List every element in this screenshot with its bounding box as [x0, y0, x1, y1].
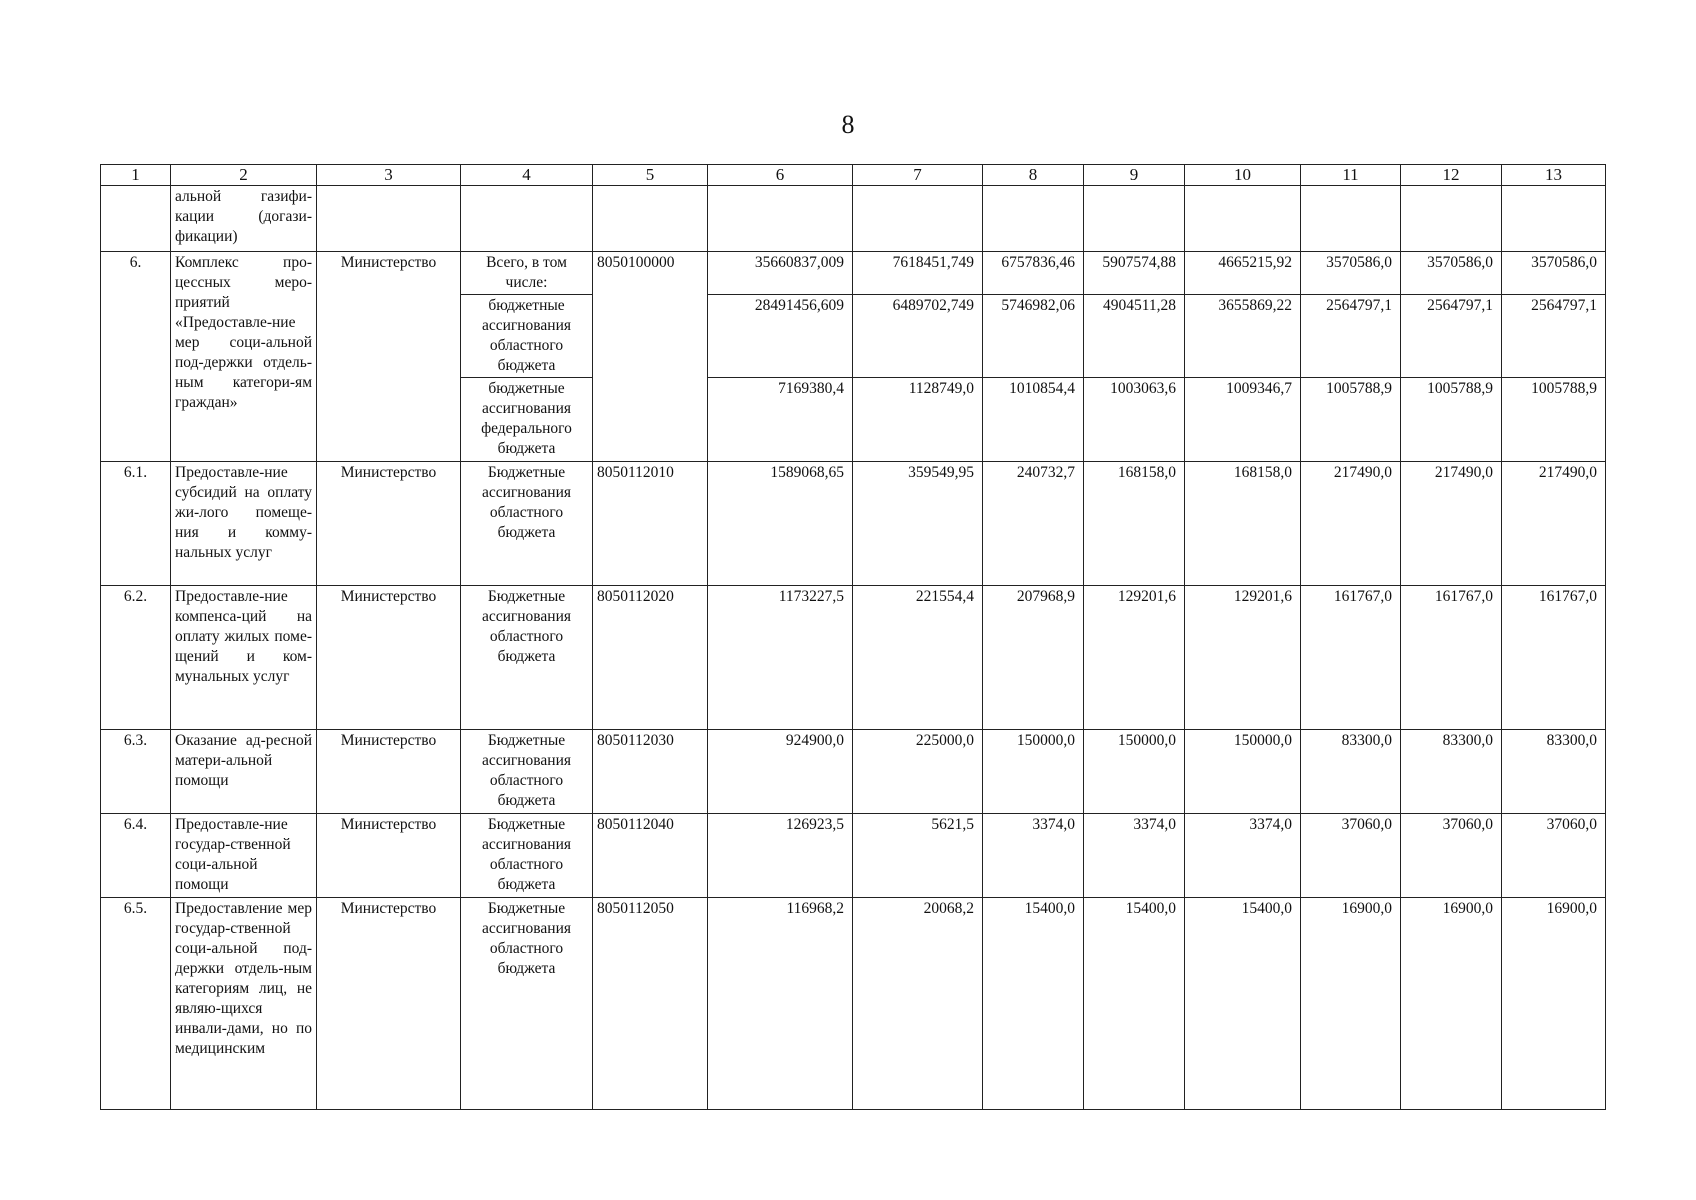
- measure-name-cell: Предоставле-ние государ-ственной соци-альной помощи: [171, 814, 317, 898]
- table-row: [101, 814, 1606, 898]
- value-cell: 2564797,1: [1502, 295, 1606, 378]
- col-header: 5: [593, 165, 708, 186]
- table-row: [101, 462, 1606, 586]
- value-cell: 1009346,7: [1185, 378, 1301, 462]
- value-cell: 37060,0: [1502, 814, 1606, 898]
- budget-code-cell: 8050112040: [593, 814, 708, 898]
- page-number: 8: [841, 110, 855, 139]
- value-cell: 37060,0: [1401, 814, 1502, 898]
- value-cell: 7618451,749: [853, 252, 983, 295]
- value-cell: 83300,0: [1301, 730, 1401, 814]
- table-row: [101, 730, 1606, 814]
- value-cell: 5746982,06: [983, 295, 1084, 378]
- col-header: 8: [983, 165, 1084, 186]
- funding-source-cell: Бюджетные ассигнования областного бюджета: [461, 814, 593, 898]
- value-cell: 3374,0: [1185, 814, 1301, 898]
- budget-code-cell: 8050112010: [593, 462, 708, 586]
- table-cell: [1084, 186, 1185, 252]
- table-cell: [1185, 186, 1301, 252]
- value-cell: 1005788,9: [1401, 378, 1502, 462]
- row-index-cell: 6.2.: [101, 586, 171, 730]
- budget-code-cell: 8050100000: [593, 252, 708, 462]
- value-cell: 3374,0: [1084, 814, 1185, 898]
- value-cell: 37060,0: [1301, 814, 1401, 898]
- measure-name-cell: Предоставле-ние компенса-ций на оплату жилых поме-щений и ком-мунальных услуг: [171, 586, 317, 730]
- row-index-cell: 6.3.: [101, 730, 171, 814]
- value-cell: 161767,0: [1401, 586, 1502, 730]
- value-cell: 2564797,1: [1301, 295, 1401, 378]
- value-cell: 15400,0: [983, 898, 1084, 1110]
- value-cell: 7169380,4: [708, 378, 853, 462]
- budget-code-cell: 8050112030: [593, 730, 708, 814]
- value-cell: 1003063,6: [1084, 378, 1185, 462]
- table-row: [101, 586, 1606, 730]
- measure-name-cell: Предоставле-ние субсидий на оплату жи-лого помеще-ния и комму-нальных услуг: [171, 462, 317, 586]
- col-header: 3: [317, 165, 461, 186]
- executor-cell: Министерство: [317, 898, 461, 1110]
- value-cell: 150000,0: [983, 730, 1084, 814]
- value-cell: 168158,0: [1185, 462, 1301, 586]
- funding-source-cell: бюджетные ассигнования областного бюджета: [461, 295, 593, 378]
- value-cell: 1005788,9: [1301, 378, 1401, 462]
- funding-source-cell: Бюджетные ассигнования областного бюджета: [461, 462, 593, 586]
- value-cell: 3570586,0: [1401, 252, 1502, 295]
- value-cell: 126923,5: [708, 814, 853, 898]
- value-cell: 225000,0: [853, 730, 983, 814]
- value-cell: 221554,4: [853, 586, 983, 730]
- table-cell: [1502, 186, 1606, 252]
- budget-code-cell: 8050112050: [593, 898, 708, 1110]
- row-index-cell: 6.5.: [101, 898, 171, 1110]
- value-cell: 83300,0: [1502, 730, 1606, 814]
- value-cell: 15400,0: [1084, 898, 1185, 1110]
- value-cell: 4904511,28: [1084, 295, 1185, 378]
- value-cell: 16900,0: [1502, 898, 1606, 1110]
- value-cell: 150000,0: [1084, 730, 1185, 814]
- value-cell: 5907574,88: [1084, 252, 1185, 295]
- value-cell: 35660837,009: [708, 252, 853, 295]
- value-cell: 4665215,92: [1185, 252, 1301, 295]
- table-cell: [983, 186, 1084, 252]
- value-cell: 6757836,46: [983, 252, 1084, 295]
- value-cell: 3570586,0: [1502, 252, 1606, 295]
- value-cell: 150000,0: [1185, 730, 1301, 814]
- column-numbers-row: [101, 165, 1606, 186]
- col-header: 7: [853, 165, 983, 186]
- value-cell: 240732,7: [983, 462, 1084, 586]
- table-cell: [853, 186, 983, 252]
- executor-cell: Министерство: [317, 730, 461, 814]
- funding-source-cell: Бюджетные ассигнования областного бюджета: [461, 898, 593, 1110]
- value-cell: 3570586,0: [1301, 252, 1401, 295]
- col-header: 12: [1401, 165, 1502, 186]
- table-cell: [1401, 186, 1502, 252]
- executor-cell: Министерство: [317, 462, 461, 586]
- col-header: 13: [1502, 165, 1606, 186]
- value-cell: 1128749,0: [853, 378, 983, 462]
- measure-name-cell: Предоставление мер государ-ственной соци-альной под-держки отдель-ным категориям лиц, не являю-щихся инвали-дами, но по медицинским: [171, 898, 317, 1110]
- value-cell: 217490,0: [1301, 462, 1401, 586]
- funding-source-cell: Бюджетные ассигнования областного бюджета: [461, 586, 593, 730]
- value-cell: 359549,95: [853, 462, 983, 586]
- row-index-cell: 6.4.: [101, 814, 171, 898]
- col-header: 11: [1301, 165, 1401, 186]
- table-row: [101, 252, 1606, 295]
- value-cell: 168158,0: [1084, 462, 1185, 586]
- col-header: 10: [1185, 165, 1301, 186]
- value-cell: 1173227,5: [708, 586, 853, 730]
- measure-name-cell: альной газифи-кации (догази-фикации): [171, 186, 317, 252]
- table-cell: [1301, 186, 1401, 252]
- value-cell: 217490,0: [1502, 462, 1606, 586]
- table-cell: [708, 186, 853, 252]
- budget-table: [100, 164, 1606, 1110]
- value-cell: 217490,0: [1401, 462, 1502, 586]
- executor-cell: Министерство: [317, 586, 461, 730]
- continuation-row: [101, 186, 1606, 252]
- value-cell: 5621,5: [853, 814, 983, 898]
- value-cell: 1005788,9: [1502, 378, 1606, 462]
- value-cell: 161767,0: [1502, 586, 1606, 730]
- value-cell: 3374,0: [983, 814, 1084, 898]
- value-cell: 20068,2: [853, 898, 983, 1110]
- value-cell: 924900,0: [708, 730, 853, 814]
- value-cell: 116968,2: [708, 898, 853, 1110]
- table-row: [101, 898, 1606, 1110]
- value-cell: 207968,9: [983, 586, 1084, 730]
- table-cell: [461, 186, 593, 252]
- value-cell: 2564797,1: [1401, 295, 1502, 378]
- executor-cell: Министерство: [317, 814, 461, 898]
- value-cell: 161767,0: [1301, 586, 1401, 730]
- funding-source-cell: Всего, в том числе:: [461, 252, 593, 295]
- value-cell: 83300,0: [1401, 730, 1502, 814]
- executor-cell: Министерство: [317, 252, 461, 462]
- measure-name-cell: Оказание ад-ресной матери-альной помощи: [171, 730, 317, 814]
- table-cell: [317, 186, 461, 252]
- value-cell: 3655869,22: [1185, 295, 1301, 378]
- value-cell: 1589068,65: [708, 462, 853, 586]
- col-header: 2: [171, 165, 317, 186]
- value-cell: 16900,0: [1401, 898, 1502, 1110]
- budget-code-cell: 8050112020: [593, 586, 708, 730]
- col-header: 4: [461, 165, 593, 186]
- col-header: 1: [101, 165, 171, 186]
- value-cell: 129201,6: [1084, 586, 1185, 730]
- col-header: 6: [708, 165, 853, 186]
- value-cell: 15400,0: [1185, 898, 1301, 1110]
- row-index-cell: 6.1.: [101, 462, 171, 586]
- row-index-cell: 6.: [101, 252, 171, 462]
- funding-source-cell: бюджетные ассигнования федерального бюджета: [461, 378, 593, 462]
- table-cell: [593, 186, 708, 252]
- value-cell: 28491456,609: [708, 295, 853, 378]
- value-cell: 129201,6: [1185, 586, 1301, 730]
- col-header: 9: [1084, 165, 1185, 186]
- value-cell: 6489702,749: [853, 295, 983, 378]
- measure-name-cell: Комплекс про-цессных меро-приятий «Предоставле-ние мер соци-альной под-держки отдель-ным категори-ям граждан»: [171, 252, 317, 462]
- table-cell: [101, 186, 171, 252]
- funding-source-cell: Бюджетные ассигнования областного бюджета: [461, 730, 593, 814]
- value-cell: 16900,0: [1301, 898, 1401, 1110]
- value-cell: 1010854,4: [983, 378, 1084, 462]
